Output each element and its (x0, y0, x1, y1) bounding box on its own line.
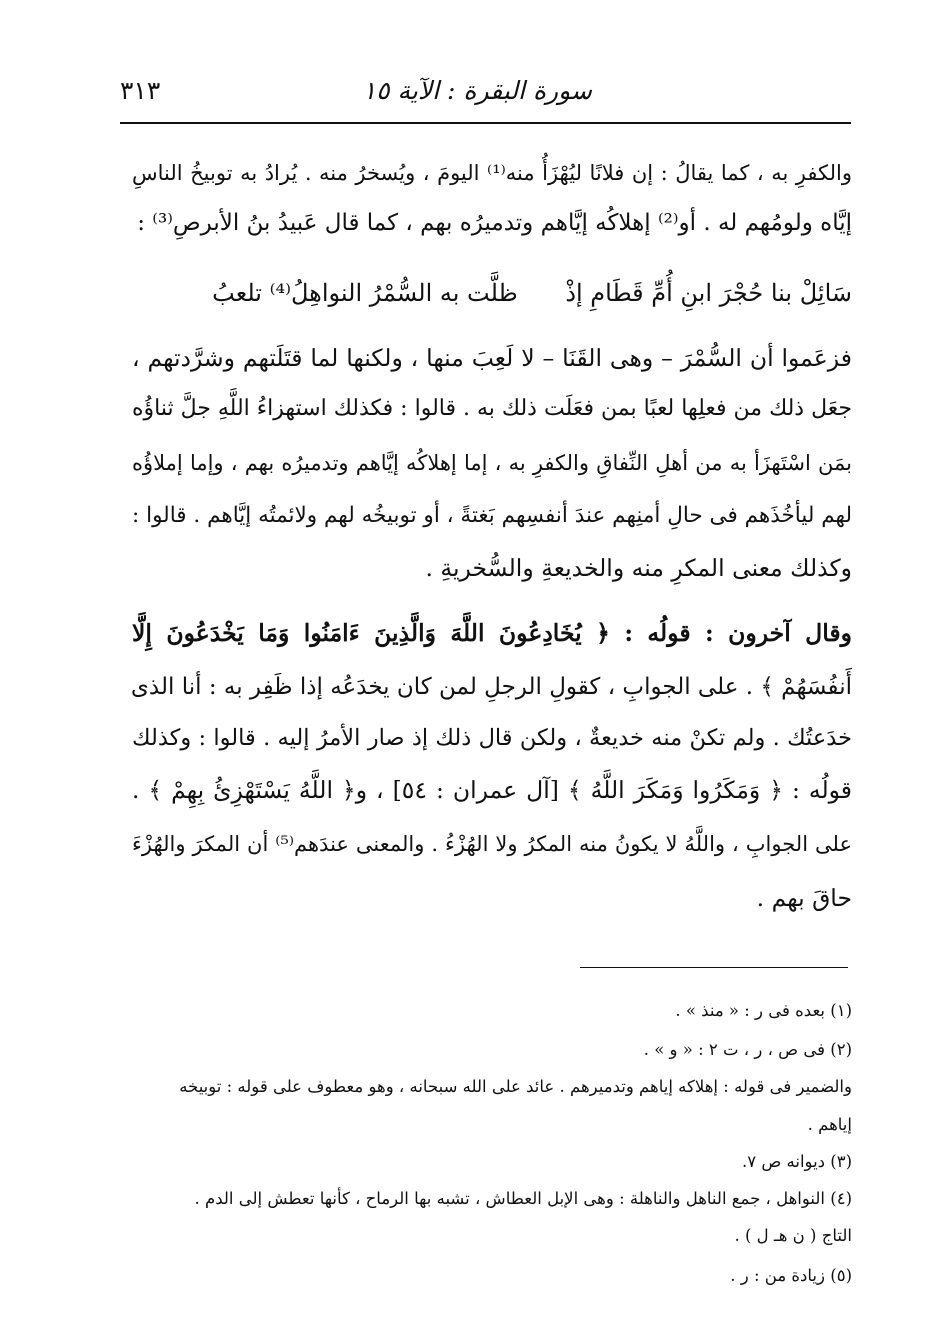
footnote: (٤) النواهل ، جمع الناهل والناهلة : وهى الإبل العطاش ، تشبه بها الرماح ، كأنها تعطش إلى الدم . (194, 1189, 852, 1208)
verse-first-hemistich: سَائِلْ بنا حُجْرَ ابنِ أُمِّ قَطَامِ إذْ (565, 279, 852, 307)
footnote: (٥) زيادة من : ر . (730, 1266, 852, 1285)
poetry-verse (152, 278, 852, 308)
footnote: (١) بعده فى ر : « منذ » . (675, 1001, 852, 1020)
body-line: بمَن اسْتَهزَأ به من أهلِ النِّفاقِ والكفرِ به ، إما إهلاكُه إيَّاهم وتدميرُه بهم ، وإما إملاؤُه (132, 451, 852, 475)
verse-second-hemistich: ظلَّت به السُّمْرُ النواهِلُ⁽⁴⁾ تلعبُ (212, 279, 518, 307)
body-line: خدَعتُك . ولم تكنْ منه خديعةٌ ، ولكن قال ذلك إذ صار الأمرُ إليه . قالوا : وكذلك (132, 725, 852, 751)
body-line: جعَل ذلك من فعلِها لعبًا بمن فعَلَت ذلك به . قالوا : فكذلك استهزاءُ اللَّهِ جلَّ ثناؤُه (132, 396, 852, 421)
body-line: فزعَموا أن السُّمْرَ – وهى القَنَا – لا لَعِبَ منها ، ولكنها لما قتَلَتهم وشرَّدتهم ، (132, 344, 852, 372)
body-line: وكذلك معنى المكرِ منه والخديعةِ والسُّخريةِ . (425, 554, 852, 582)
page-number: ٣١٣ (120, 76, 161, 105)
footnote: والضمير فى قوله : إهلاكه إياهم وتدميرهم . عائد على الله سبحانه ، وهو معطوف على قوله : توبيخه (179, 1077, 852, 1096)
running-title: سورة البقرة : الآية ١٥ (362, 76, 592, 105)
body-line-quran: وقال آخرون : قولُه : ﴿ يُخَادِعُونَ اللَّهَ وَالَّذِينَ ءَامَنُوا وَمَا يَخْدَعُونَ إِلَّا (132, 619, 852, 647)
body-line: على الجوابِ ، واللَّهُ لا يكونُ منه المكرُ ولا الهُزْءُ . والمعنى عندَهم⁽⁵⁾ أن المكرَ والهُزْءَ (132, 832, 852, 856)
body-line: أَنفُسَهُمْ ﴾ . على الجوابِ ، كقولِ الرجلِ لمن كان يخدَعُه إذا ظَفِر به : أنا الذى (130, 674, 852, 700)
header-rule (120, 122, 851, 124)
body-line: قولُه : ﴿ وَمَكَرُوا وَمَكَرَ اللَّهُ ﴾ [آل عمران : ٥٤] ، و﴿ اللَّهُ يَسْتَهْزِئُ بِهِمْ ﴾ . (132, 776, 852, 804)
footnote-rule (580, 967, 848, 968)
footnote: (٢) فى ص ، ر ، ت ٢ : « و » . (643, 1040, 852, 1059)
footnote: إياهم . (807, 1115, 852, 1134)
body-line: حاقَ بهم . (756, 884, 852, 912)
body-line: إيَّاه ولومُهم له . أو⁽²⁾ إهلاكُه إيَّاهم وتدميرُه بهم ، كما قال عَبيدُ بنُ الأبرصِ⁽³⁾ : (137, 210, 852, 236)
body-line: والكفرِ به ، كما يقالُ : إن فلانًا ليُهْزَأُ منه⁽¹⁾ اليومَ ، ويُسخرُ منه . يُرادُ به توبيخُ الناسِ (132, 161, 852, 185)
body-line: لهم ليأخُذَهم فى حالِ أمنِهم عندَ أنفسِهم بَغتةً ، أو توبيخُه لهم ولائمتُه إيَّاهم . قالوا : (132, 503, 852, 528)
footnote: التاج ( ن هـ ل ) . (734, 1226, 852, 1245)
footnote: (٣) ديوانه ص ٧. (741, 1152, 852, 1171)
page-header (120, 70, 850, 114)
